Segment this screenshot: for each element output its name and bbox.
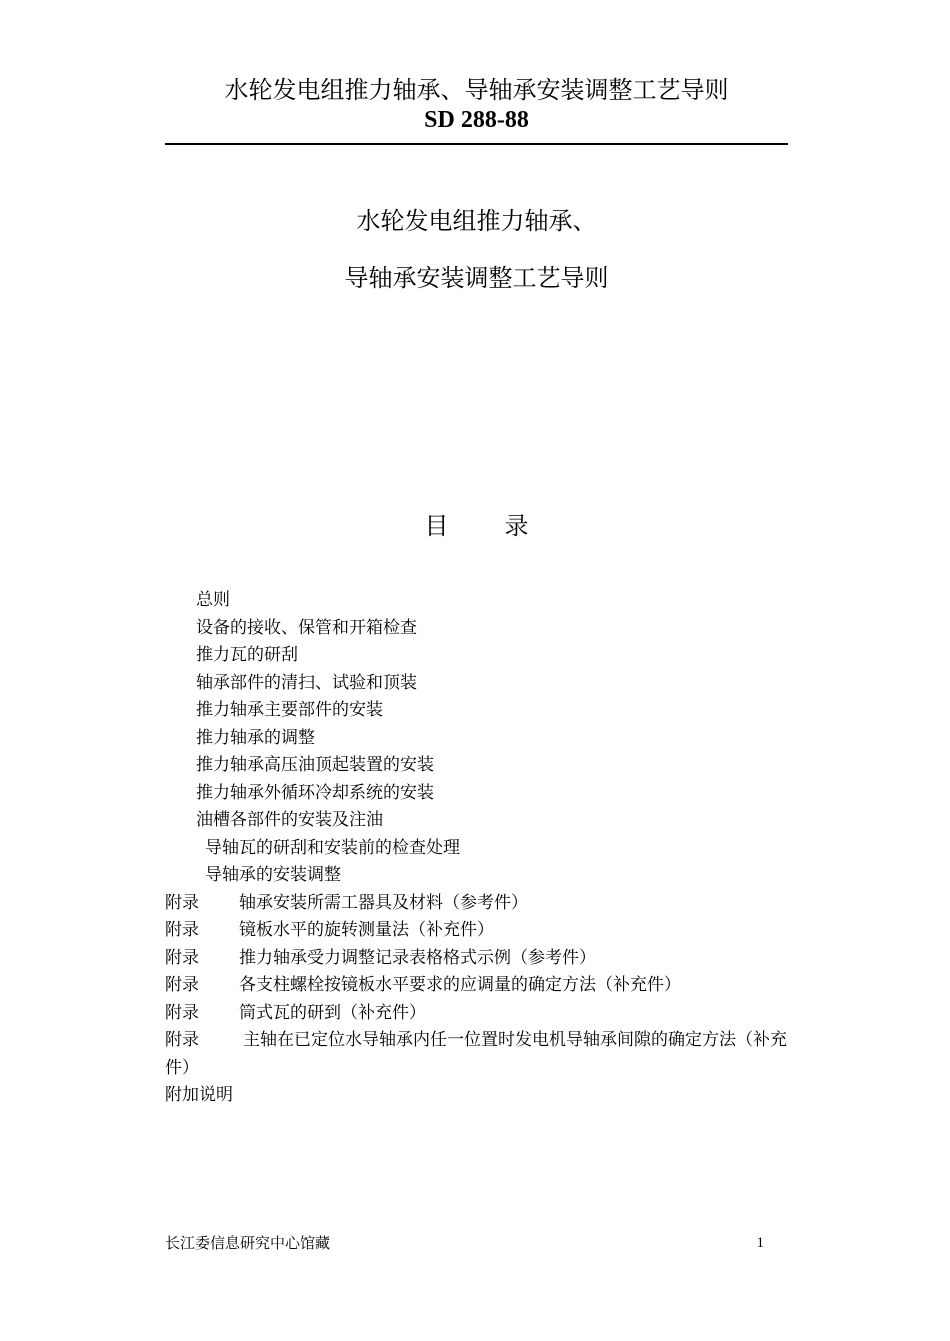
- toc-item-receiving-inspection[interactable]: 设备的接收、保管和开箱检查: [196, 617, 417, 638]
- appendix-title: 主轴在已定位水导轴承内任一位置时发电机导轴承间隙的确定方法（补充件）: [165, 1030, 787, 1078]
- document-title-line-2: 导轴承安装调整工艺导则: [344, 264, 609, 292]
- appendix-title: 轴承安装所需工器具及材料（参考件）: [239, 892, 528, 913]
- toc-item-cleaning-testing[interactable]: 轴承部件的清扫、试验和顶装: [196, 672, 417, 693]
- toc-appendix-5[interactable]: [165, 1000, 788, 1028]
- page-number: 1: [756, 1235, 764, 1251]
- toc-appendix-3[interactable]: [165, 945, 788, 973]
- toc-item-thrust-pad-scraping[interactable]: 推力瓦的研刮: [196, 645, 298, 665]
- appendix-prefix: 附录: [165, 892, 199, 913]
- page-header: [165, 74, 788, 134]
- table-of-contents: [165, 587, 788, 1110]
- standard-code: SD 288-88: [424, 107, 529, 133]
- appendix-prefix: 附录: [165, 947, 199, 968]
- toc-appendix-4[interactable]: [165, 972, 788, 1000]
- toc-appendix-1[interactable]: [165, 890, 788, 918]
- toc-item-guide-bearing-adjustment[interactable]: 导轴承的安装调整: [205, 865, 341, 885]
- toc-item-thrust-adjustment[interactable]: 推力轴承的调整: [196, 727, 315, 748]
- appendix-title: 推力轴承受力调整记录表格格式示例（参考件）: [239, 947, 596, 968]
- toc-item-guide-pad-scraping[interactable]: 导轴瓦的研刮和安装前的检查处理: [205, 837, 460, 858]
- appendix-prefix: 附录: [165, 920, 199, 940]
- toc-appendix-6[interactable]: [165, 1027, 788, 1082]
- header-title: 水轮发电组推力轴承、导轴承安装调整工艺导则: [224, 76, 729, 104]
- appendix-title: 筒式瓦的研到（补充件）: [239, 1002, 426, 1023]
- footer-collection-note: 长江委信息研究中心馆藏: [165, 1234, 331, 1252]
- toc-item-thrust-main-parts[interactable]: 推力轴承主要部件的安装: [196, 700, 383, 720]
- toc-heading-char-2: 录: [504, 512, 529, 540]
- appendix-prefix: 附录: [165, 975, 199, 995]
- toc-item-general[interactable]: 总则: [196, 590, 230, 610]
- toc-item-oil-tank[interactable]: 油槽各部件的安装及注油: [196, 810, 383, 830]
- toc-heading: [165, 510, 788, 542]
- appendix-prefix: 附录: [165, 1030, 199, 1050]
- toc-heading-char-1: 目: [424, 512, 449, 540]
- header-divider: [165, 143, 788, 145]
- appendix-title: 各支柱螺栓按镜板水平要求的应调量的确定方法（补充件）: [239, 975, 681, 995]
- appendix-prefix: 附录: [165, 1002, 199, 1023]
- toc-supplement[interactable]: 附加说明: [165, 1085, 233, 1105]
- appendix-title: 镜板水平的旋转测量法（补充件）: [239, 920, 494, 940]
- toc-appendix-2[interactable]: [165, 917, 788, 945]
- toc-item-external-cooling[interactable]: 推力轴承外循环冷却系统的安装: [196, 782, 434, 803]
- toc-item-high-pressure-oil[interactable]: 推力轴承高压油顶起装置的安装: [196, 755, 434, 775]
- document-title-line-1: 水轮发电组推力轴承、: [356, 207, 597, 235]
